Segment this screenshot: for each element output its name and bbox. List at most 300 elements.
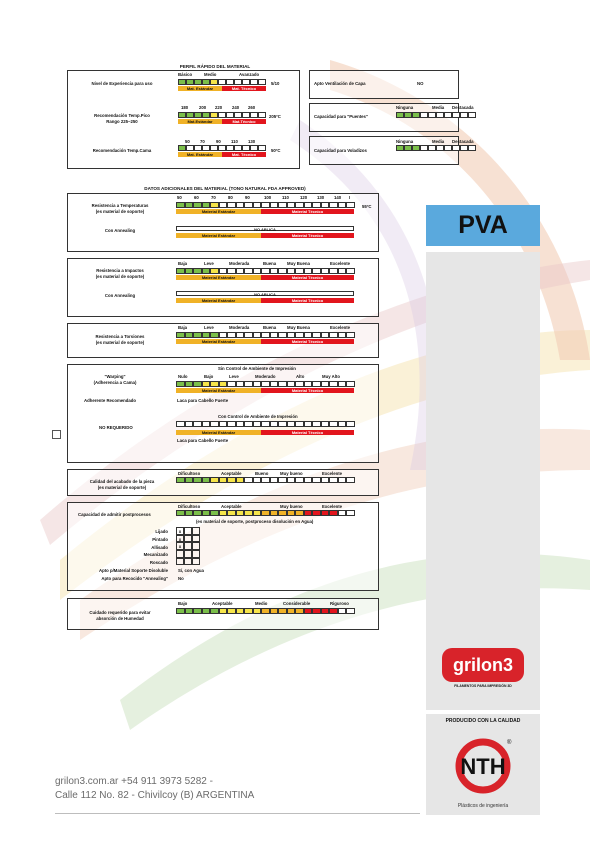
impactos-annealing-value: NO APLICA [176,291,354,296]
pico-tick-1: 200 [199,105,207,110]
hum-tick-4: Riguroso [330,601,349,606]
scale-cell [258,112,266,118]
scale-cell [460,145,468,151]
cama-tick-0: 50 [185,139,190,144]
scale-cell [295,477,304,483]
temp-tick-5: 100 [264,195,272,200]
post-mark-4 [176,558,184,566]
scale-cell [468,145,476,151]
exp-band [178,86,266,91]
scale-cell [227,421,236,427]
warping-con-control: Con Control de Ambiente de Impresión [218,414,298,419]
impactos-ann-band-right: Material Técnico [261,298,354,303]
temp-pico-label: Recomendación Temp.Pico Rango 225~250 [94,113,150,124]
cama-tick-4: 130 [248,139,256,144]
scale-cell [312,202,321,208]
scale-cell [287,268,296,274]
scale-cell [244,268,253,274]
scale-cell [253,421,262,427]
scale-cell [244,202,253,208]
scale-cell [227,332,236,338]
hum-tick-0: Bajo [178,601,188,606]
scale-cell [338,202,347,208]
cama-band [178,152,266,157]
scale-cell [420,145,428,151]
scale-cell [261,608,270,614]
scale-cell [176,332,185,338]
scale-cell [287,381,296,387]
scale-cell [304,332,313,338]
post-item-1: Pintado [152,537,168,542]
exp-tick-2: Avanzado [239,72,260,77]
nth-logo-text: NTH [460,754,506,779]
scale-cell [258,145,266,151]
scale-cell [295,332,304,338]
temp-tick-10: I [349,195,351,200]
scale-cell [193,421,202,427]
post-mark-1: x [176,535,184,543]
scale-cell [295,381,304,387]
warping-band-left: Material Estándar [176,388,261,393]
scale-cell [236,421,245,427]
warp-tick-2: Leve [229,374,239,379]
scale-cell [202,608,211,614]
scale-cell [444,145,452,151]
footer-contact: grilon3.com.ar +54 911 3973 5282 - [55,776,213,787]
scale-cell [219,510,228,516]
scale-cell [270,268,279,274]
scale-cell [338,332,347,338]
puentes-cells [396,112,476,118]
scale-cell [193,510,202,516]
scale-cell [219,268,228,274]
temp-cama-label: Recomendación Temp.Cama [92,148,152,153]
temp-tick-1: 60 [194,195,199,200]
scale-cell [176,202,185,208]
scale-cell [219,332,228,338]
hum-tick-1: Aceptable [212,601,233,606]
warping-band [176,388,354,393]
scale-cell [227,381,236,387]
scale-cell [253,332,262,338]
warp-tick-0: Nulo [178,374,188,379]
torsiones-cells [176,332,355,338]
scale-cell [304,202,313,208]
scale-cell [321,477,330,483]
scale-cell [312,381,321,387]
postprocesos-note: (es material de soporte, postproceso disolución en Agua) [196,519,314,524]
scale-cell [210,79,218,85]
scale-cell [295,421,304,427]
impactos-band-right: Material Técnico [261,275,354,280]
scale-cell [236,510,245,516]
adherente-label: Adherente Recomendado [84,398,137,403]
voladizos-cells [396,145,476,151]
temp-tick-2: 70 [211,195,216,200]
cama-tick-2: 90 [216,139,221,144]
temperaturas-annealing-label: Con Annealing [104,228,136,233]
scale-cell [253,268,262,274]
cama-band-right: Mat. Técnico [222,152,266,157]
scale-cell [346,202,355,208]
scale-cell [218,112,226,118]
scale-cell [346,381,355,387]
scale-cell [338,381,347,387]
scale-cell [287,202,296,208]
scale-cell [346,510,355,516]
scale-cell [329,332,338,338]
tor-tick-0: Baja [178,325,188,330]
scale-cell [261,510,270,516]
svg-text:®: ® [507,740,512,746]
scale-cell [185,421,194,427]
impactos-ann-band-left: Material Estándar [176,298,261,303]
torsiones-band-left: Material Estándar [176,339,261,344]
scale-cell [227,202,236,208]
scale-cell [278,510,287,516]
temperaturas-value: 55ºC [362,204,372,209]
hum-tick-3: Considerable [283,601,311,606]
pico-cells [178,112,266,118]
impactos-box [67,258,379,317]
exp-band-right: Mat. Técnico [222,86,266,91]
scale-cell [261,381,270,387]
scale-cell [329,510,338,516]
warping-cells [176,381,355,387]
tor-tick-3: Buena [263,325,277,330]
scale-cell [236,381,245,387]
scale-cell [404,145,412,151]
scale-cell [202,268,211,274]
scale-cell [287,332,296,338]
voladizos-tick-0: Ninguna [396,139,414,144]
scale-cell [202,202,211,208]
scale-cell [270,421,279,427]
scale-cell [193,332,202,338]
post-tick-1: Aceptable [221,504,242,509]
scale-cell [295,510,304,516]
scale-cell [436,112,444,118]
pico-band [178,119,266,124]
scale-cell [226,145,234,151]
scale-cell [185,510,194,516]
scale-cell [321,332,330,338]
scale-cell [329,421,338,427]
scale-cell [219,381,228,387]
torsiones-band [176,339,354,344]
temperaturas-band [176,209,354,214]
scale-cell [329,608,338,614]
humedad-cells [176,608,355,614]
scale-cell [321,381,330,387]
scale-cell [304,268,313,274]
temperaturas-band-right: Material Técnico [261,209,354,214]
grilon3-logo: grilon3 [442,648,524,682]
warp-tick-4: Alto [296,374,305,379]
scale-cell [234,112,242,118]
scale-cell [244,381,253,387]
temp-tick-3: 80 [228,195,233,200]
scale-cell [178,112,186,118]
scale-cell [244,421,253,427]
scale-cell [295,268,304,274]
warping-label: "Warping" (Adherencia a Cama) [93,374,137,385]
tor-tick-1: Leve [204,325,214,330]
scale-cell [278,268,287,274]
scale-cell [185,477,194,483]
ventilacion-value: NO [417,81,424,86]
scale-cell [428,112,436,118]
scale-cell [236,477,245,483]
postprocesos-cells [176,510,355,516]
scale-cell [242,112,250,118]
scale-cell [242,145,250,151]
scale-cell [176,268,185,274]
warping-con-band-right: Material Técnico [261,430,354,435]
perfil-title: PERFIL RÁPIDO DEL MATERIAL [179,64,251,69]
scale-cell [193,477,202,483]
scale-cell [396,112,404,118]
torsiones-band-right: Material Técnico [261,339,354,344]
scale-cell [312,268,321,274]
scale-cell [287,421,296,427]
scale-cell [176,608,185,614]
scale-cell [226,112,234,118]
warp-tick-1: Bajo [204,374,214,379]
scale-cell [244,477,253,483]
imp-tick-1: Leve [204,261,214,266]
scale-cell [428,145,436,151]
scale-cell [253,477,262,483]
scale-cell [186,112,194,118]
scale-cell [176,510,185,516]
scale-cell [218,79,226,85]
scale-cell [210,112,218,118]
scale-cell [202,381,211,387]
exp-tick-0: Básico [178,72,193,77]
cama-cells [178,145,266,151]
scale-cell [346,268,355,274]
scale-cell [193,268,202,274]
nth-logo [447,734,519,794]
scale-cell [270,608,279,614]
scale-cell [219,477,228,483]
scale-cell [261,421,270,427]
scale-cell [404,112,412,118]
scale-cell [338,268,347,274]
scale-cell [194,79,202,85]
scale-cell [210,332,219,338]
exp-tick-1: Medio [204,72,217,77]
recocido-label: Apto para Recocido "Annealing" [101,576,168,581]
post-item-3: Mecanizado [143,552,168,557]
acabado-cells [176,477,355,483]
scale-cell [312,477,321,483]
tor-tick-2: Moderada [229,325,250,330]
scale-cell [250,145,258,151]
scale-cell [236,268,245,274]
scale-cell [321,268,330,274]
scale-cell [226,79,234,85]
scale-cell [287,608,296,614]
scale-cell [186,145,194,151]
scale-cell [321,608,330,614]
aca-tick-1: Aceptable [221,471,242,476]
postprocesos-label: Capacidad de admitir postprocesos [78,512,151,517]
scale-cell [185,332,194,338]
scale-cell [186,79,194,85]
adherente-value-2: Laca para Cabello Fuerte [177,438,229,443]
scale-cell [227,268,236,274]
scale-cell [253,608,262,614]
scale-cell [210,145,218,151]
pico-band-right: Mat.Técnico [222,119,266,124]
scale-cell [210,421,219,427]
imp-tick-4: Muy Buena [287,261,310,266]
impactos-annealing-band [176,298,354,303]
grilon3-logo-sub: FILAMENTOS PARA IMPRESIÓN 3D [454,684,512,688]
scale-cell [227,510,236,516]
temperaturas-annealing-value: NO APLICA [176,226,354,231]
scale-cell [261,268,270,274]
imp-tick-0: Baja [178,261,188,266]
warping-sin-control: Sin Control de Ambiente de Impresión [218,366,296,371]
scale-cell [412,112,420,118]
ventilacion-label: Apto Ventilación de Capa [314,81,366,86]
scale-cell [178,145,186,151]
scale-cell [210,202,219,208]
scale-cell [444,112,452,118]
warping-con-cells [176,421,355,427]
scale-cell [193,381,202,387]
voladizos-tick-1: Media [432,139,445,144]
post-mark-2: x [176,542,184,550]
tor-tick-5: Excelente [330,325,351,330]
scale-cell [227,477,236,483]
scale-cell [270,510,279,516]
side-column [426,252,540,710]
exp-cells [178,79,266,85]
humedad-label: Cuidado requerido para evitar absorción de Humedad [89,610,151,621]
scale-cell [219,202,228,208]
imp-tick-5: Excelente [330,261,351,266]
scale-cell [185,608,194,614]
temperaturas-band-left: Material Estándar [176,209,261,214]
soluble-value: Sí, con Agua [178,568,204,573]
scale-cell [185,268,194,274]
puentes-tick-2-text: Destacada [452,105,474,110]
post-item-0: Lijado [155,529,168,534]
scale-cell [278,332,287,338]
temp-tick-0: 50 [177,195,182,200]
scale-cell [202,332,211,338]
pico-band-left: Mat.Estándar [178,119,222,124]
scale-cell [321,202,330,208]
footer-divider [55,813,420,814]
datos-title: DATOS ADICIONALES DEL MATERIAL (TONO NATURAL FDA APPROVED) [144,186,306,191]
experiencia-label: Nivel de Experiencia para uso [91,81,153,86]
scale-cell [185,381,194,387]
exp-value: 5/10 [271,81,280,86]
scale-cell [176,381,185,387]
scale-cell [219,421,228,427]
scale-cell [452,145,460,151]
scale-cell [176,421,185,427]
scale-cell [468,112,476,118]
scale-cell [338,421,347,427]
cama-band-left: Mat. Estándar [178,152,222,157]
scale-cell [270,381,279,387]
temp-tick-6: 110 [282,195,289,200]
scale-cell [346,421,355,427]
scale-cell [210,381,219,387]
impactos-band [176,275,354,280]
hum-tick-2: Medio [255,601,268,606]
temp-tick-8: 130 [317,195,325,200]
scale-cell [202,79,210,85]
warping-con-band [176,430,354,435]
scale-cell [227,608,236,614]
scale-cell [178,79,186,85]
scale-cell [261,332,270,338]
scale-cell [287,510,296,516]
puentes-tick-1: Media [432,105,445,110]
scale-cell [338,477,347,483]
scale-cell [329,477,338,483]
scale-cell [304,421,313,427]
scale-cell [312,332,321,338]
scale-cell [436,145,444,151]
scale-cell [244,510,253,516]
scale-cell [278,608,287,614]
scale-cell [194,145,202,151]
impactos-label: Resistencia a Impactos (es material de soporte) [95,268,145,279]
post-tick-3: Excelente [322,504,343,509]
aca-tick-0: Dificultoso [178,471,201,476]
warping-no-requerido: NO REQUERIDO [99,425,133,430]
scale-cell [219,608,228,614]
side-checkbox[interactable] [52,430,61,439]
temperaturas-cells [176,202,355,208]
scale-cell [460,112,468,118]
scale-cell [278,421,287,427]
cama-tick-1: 70 [200,139,205,144]
impactos-annealing-label: Con Annealing [104,293,136,298]
scale-cell [312,608,321,614]
temperaturas-label: Resistencia a Temperaturas (es material de soporte) [91,203,149,214]
torsiones-label: Resistencia a Torsiones (es material de soporte) [95,334,145,345]
scale-cell [193,202,202,208]
scale-cell [253,381,262,387]
scale-cell [420,112,428,118]
scale-cell [346,477,355,483]
impactos-cells [176,268,355,274]
scale-cell [194,112,202,118]
scale-cell [185,202,194,208]
temperaturas-ann-band-left: Material Estándar [176,233,261,238]
scale-cell [253,202,262,208]
adherente-value: Laca para Cabello Fuerte [177,398,229,403]
recocido-value: No [178,576,184,581]
scale-cell [210,608,219,614]
scale-cell [236,332,245,338]
imp-tick-3: Buena [263,261,277,266]
footer-address: Calle 112 No. 82 - Chivilcoy (B) ARGENTINA [55,790,255,801]
soluble-label: Apto p/Material Soporte Disoluble [99,568,168,573]
temperaturas-ann-band-right: Material Técnico [261,233,354,238]
scale-cell [202,145,210,151]
pico-tick-0: 180 [181,105,189,110]
